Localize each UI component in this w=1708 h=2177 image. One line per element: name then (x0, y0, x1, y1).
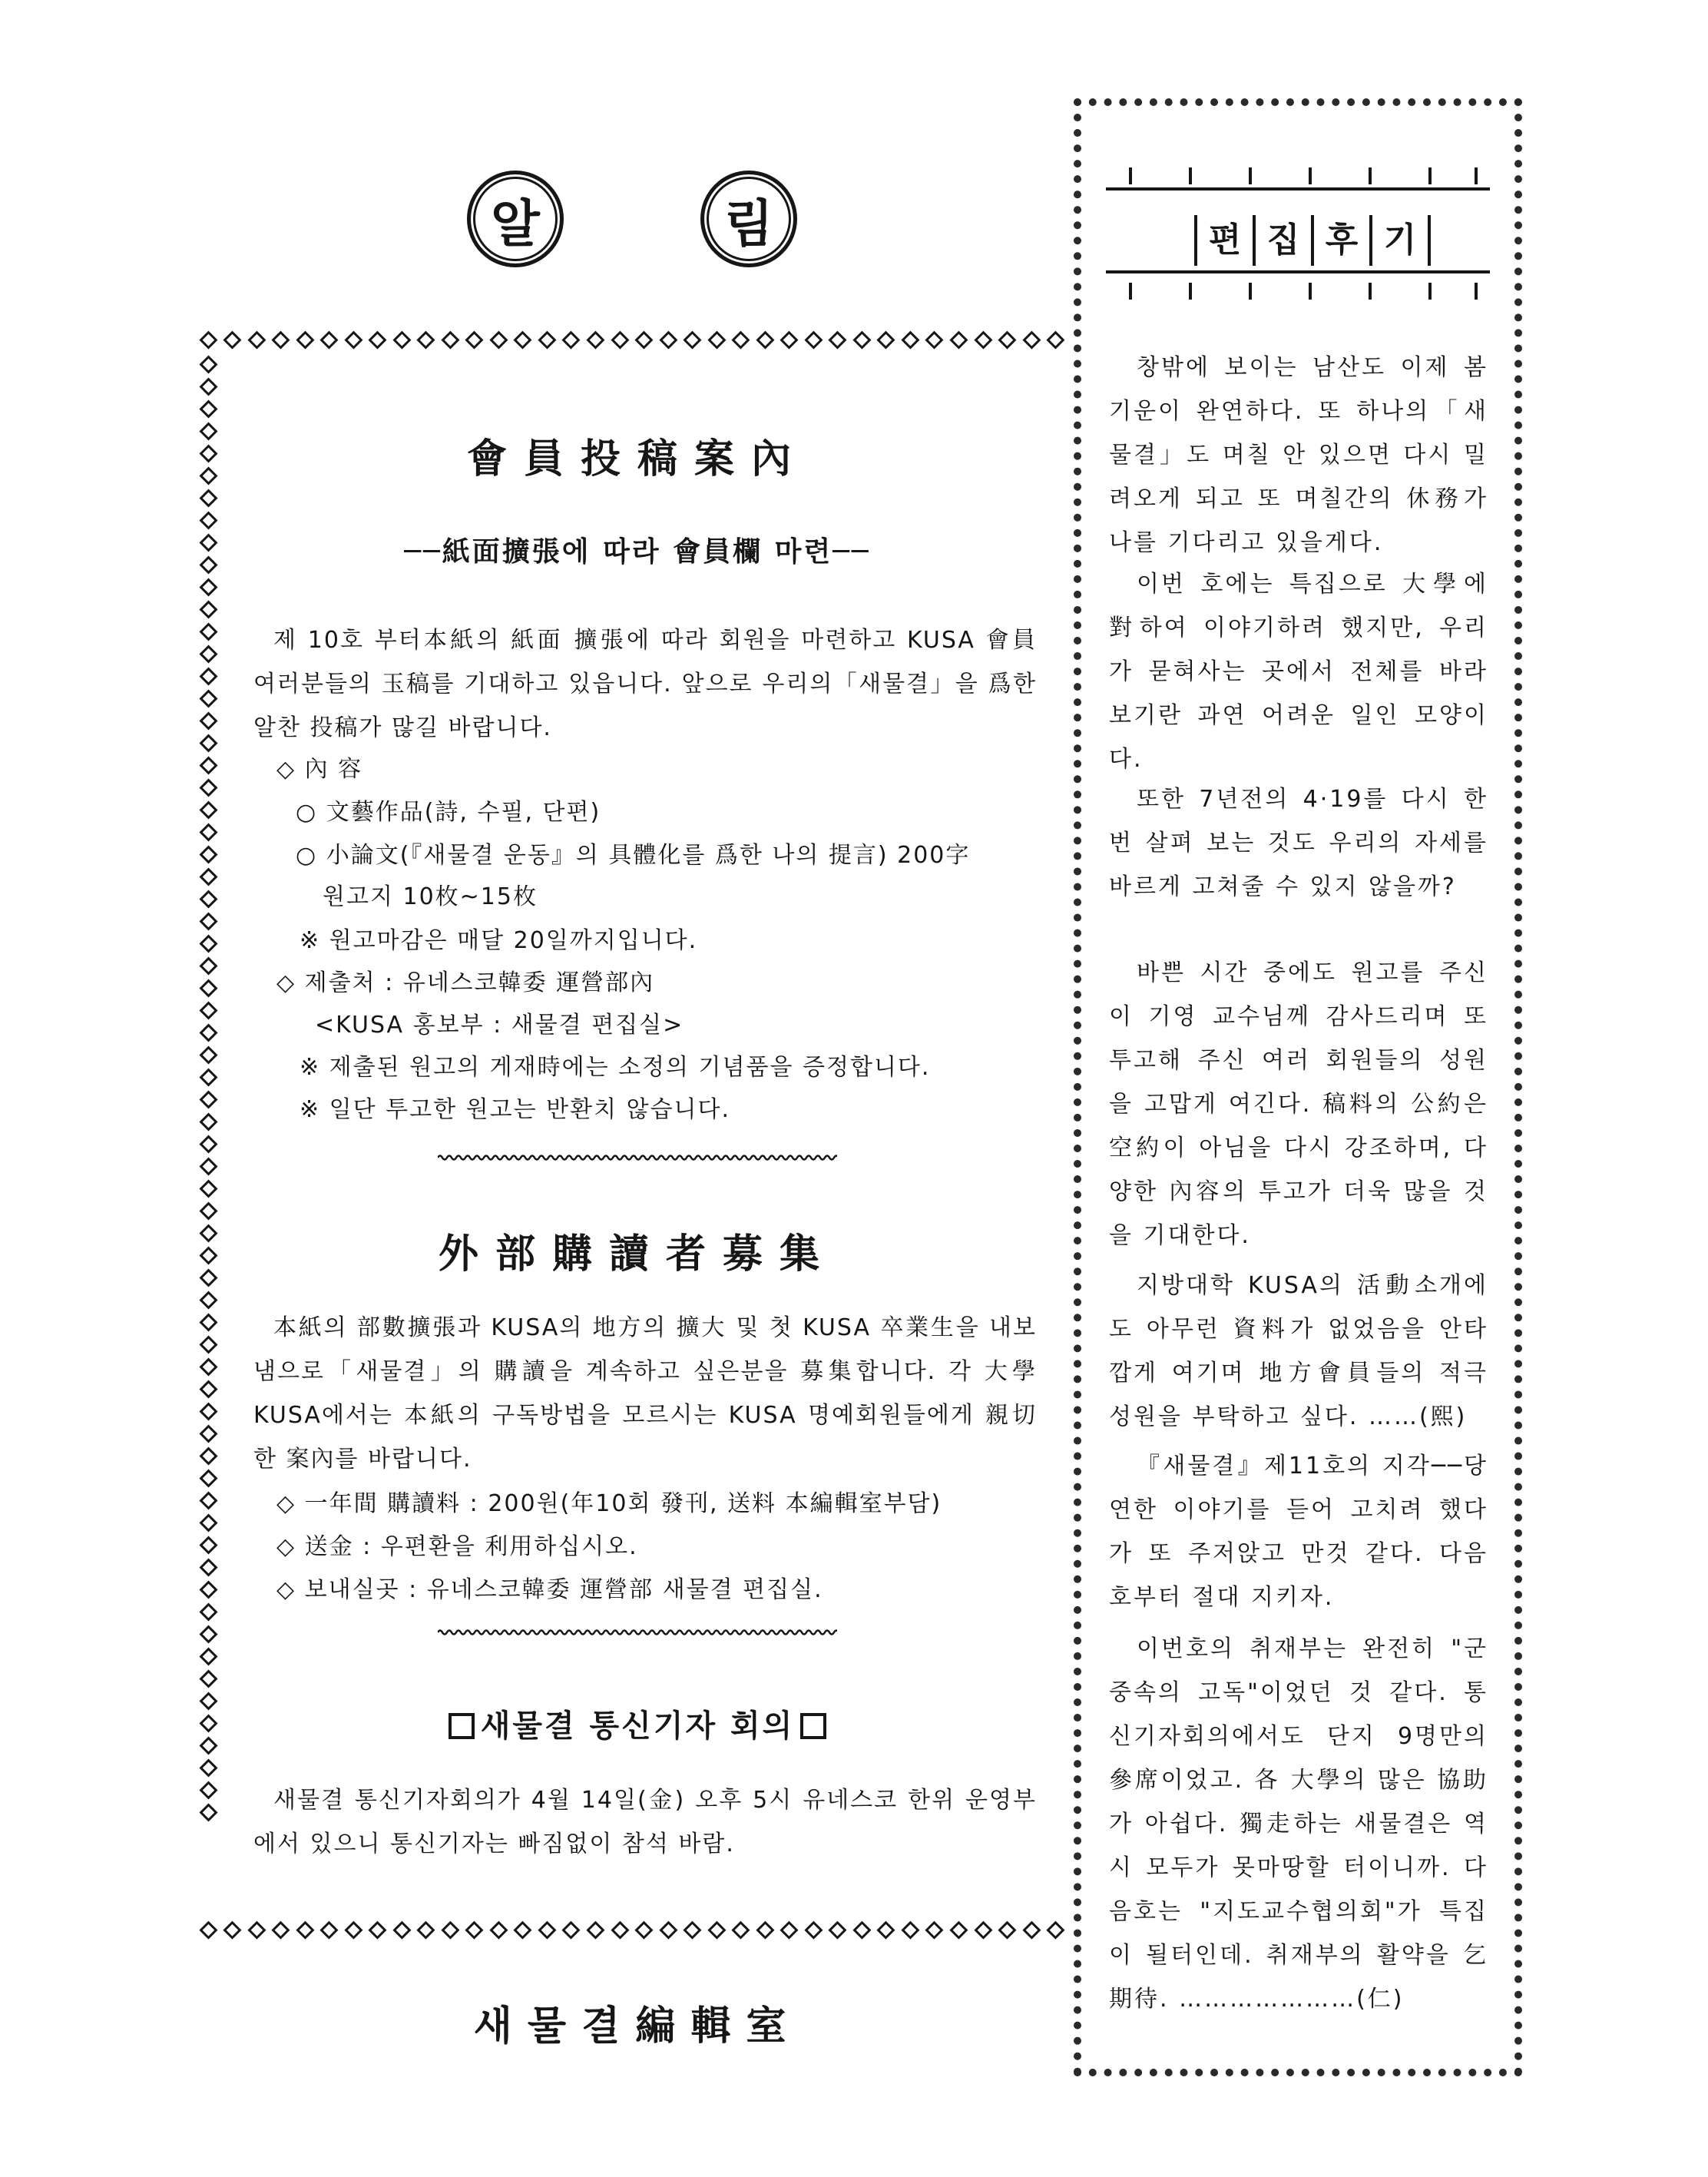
header-tick (1189, 167, 1192, 184)
reporter-meeting-text: 새물결 통신기자회의가 4월 14일(金) 오후 5시 유네스코 한위 운영부에서 있으니 통신기자는 빠짐없이 참석 바람. (253, 1787, 1037, 1857)
submission-department: <KUSA 홍보부 : 새물결 편집실> (315, 1012, 684, 1039)
header-tick (1129, 283, 1132, 300)
return-note: ※ 일단 투고한 원고는 반환치 않습니다. (300, 1096, 731, 1123)
content-item-literature: ○ 文藝作品(詩, 수필, 단편) (296, 799, 601, 826)
square-bracket-icon (800, 1713, 826, 1739)
notice-char-circle-1: 알 (467, 171, 564, 267)
editorial-paragraph-4: 바쁜 시간 중에도 원고를 주신 이 기영 교수님께 감사드리며 또 투고해 주신 여러 회원들의 성원을 고맙게 여긴다. 稿料의 公約은 空約이 아님을 다시 강조하며, 다양한 內容의 투고가 더욱 많을 것을 기대한다. (1109, 959, 1488, 1249)
header-rule-bottom (1106, 270, 1490, 273)
editorial-paragraph-1: 창밖에 보이는 남산도 이제 봄기운이 완연하다. 또 하나의「새물결」도 며칠 안 있으면 다시 밀려오게 되고 또 며칠간의 休務가 나를 기다리고 있을게다. (1109, 354, 1488, 556)
diamond-border-left (196, 353, 220, 1919)
submission-guide-intro: 제 10호 부터本紙의 紙面 擴張에 따라 회원을 마련하고 KUSA 會員 여러분들의 玉稿를 기대하고 있읍니다. 앞으로 우리의「새물결」을 爲한 알찬 投稿가 많길 바랍니다. (253, 627, 1037, 741)
diamond-border-top (196, 329, 1068, 353)
deadline-note: ※ 원고마감은 매달 20일까지입니다. (300, 927, 698, 954)
submission-guide-subtitle: ──紙面擴張에 따라 會員欄 마련── (404, 536, 871, 568)
header-tick (1249, 283, 1252, 300)
header-rule-top (1106, 187, 1490, 191)
subscription-fee: ◇ 一年間 購讀料 : 200원(年10회 發刊, 送料 本編輯室부담) (276, 1490, 942, 1517)
reward-note: ※ 제출된 원고의 게재時에는 소정의 기념품을 증정합니다. (300, 1054, 931, 1081)
content-item-essay-length: 원고지 10枚~15枚 (323, 883, 538, 910)
header-tick (1189, 283, 1192, 300)
header-tick (1249, 167, 1252, 184)
header-tick (1369, 283, 1372, 300)
header-tick (1475, 283, 1478, 300)
wavy-divider-2 (438, 1627, 837, 1638)
submission-address: ◇ 제출처 : 유네스코韓委 運營部內 (276, 969, 655, 996)
header-tick (1129, 167, 1132, 184)
content-item-essay: ○ 小論文(『새물결 운동』의 具體化를 爲한 나의 提言) 200字 (296, 842, 971, 869)
reporter-meeting-title: 새물결 통신기자 회의 (215, 1702, 1060, 1745)
notice-char-circle-2: 림 (700, 171, 797, 267)
header-tick (1309, 283, 1312, 300)
editorial-paragraph-2: 이번 호에는 특집으로 大學에 對하여 이야기하려 했지만, 우리가 묻혀사는 곳에서 전체를 바라보기란 과연 어려운 일인 모양이다. (1109, 571, 1488, 773)
header-tick (1428, 283, 1432, 300)
remittance-method: ◇ 送金 : 우편환을 利用하십시오. (276, 1533, 638, 1560)
mailing-address: ◇ 보내실곳 : 유네스코韓委 運營部 새물결 편집실. (276, 1576, 823, 1603)
header-tick (1309, 167, 1312, 184)
subscriber-recruit-intro: 本紙의 部數擴張과 KUSA의 地方의 擴大 및 첫 KUSA 卒業生을 내보냄으로「새물결」의 購讀을 계속하고 싶은분을 募集합니다. 각 大學 KUSA에서는 本紙의 구독방법을 모르시는 KUSA 명예회원들에게 親切한 案內를 바랍니다. (253, 1314, 1037, 1473)
editorial-paragraph-7: 이번호의 취재부는 완전히 "군중속의 고독"이었던 것 같다. 통신기자회의에서도 단지 9명만의 參席이었고. 各 大學의 많은 協助가 아쉽다. 獨走하는 새물결은 역시 모두가 못마땅할 터이니까. 다음호는 "지도교수협의회"가 특집이 될터인데. 취재부의 활약을 乞期待. …………………(仁) (1109, 1635, 1488, 2013)
square-bracket-icon (449, 1713, 475, 1739)
diamond-border-bottom (196, 1919, 1068, 1943)
editorial-office-signature: 새물결編輯室 (473, 2003, 802, 2049)
subscriber-recruit-title: 外部購讀者募集 (438, 1231, 836, 1277)
wavy-divider-1 (438, 1152, 837, 1163)
header-tick (1428, 167, 1432, 184)
submission-guide-title: 會員投稿案內 (466, 436, 808, 482)
content-label: ◇ 內 容 (276, 756, 363, 783)
header-tick (1475, 167, 1478, 184)
editorial-paragraph-3: 또한 7년전의 4·19를 다시 한번 살펴 보는 것도 우리의 자세를 바르게 고쳐줄 수 있지 않을까? (1109, 786, 1488, 900)
header-tick (1369, 167, 1372, 184)
editorial-paragraph-5: 지방대학 KUSA의 活動소개에도 아무런 資料가 없었음을 안타깝게 여기며 地方會員들의 적극 성원을 부탁하고 싶다. ……(熙) (1109, 1272, 1488, 1430)
editorial-title: 편 집 후 기 (1194, 215, 1431, 266)
editorial-paragraph-6: 『새물결』제11호의 지각──당연한 이야기를 듣어 고치려 했다가 또 주저앉고 만것 같다. 다음 호부터 절대 지키자. (1109, 1453, 1488, 1611)
